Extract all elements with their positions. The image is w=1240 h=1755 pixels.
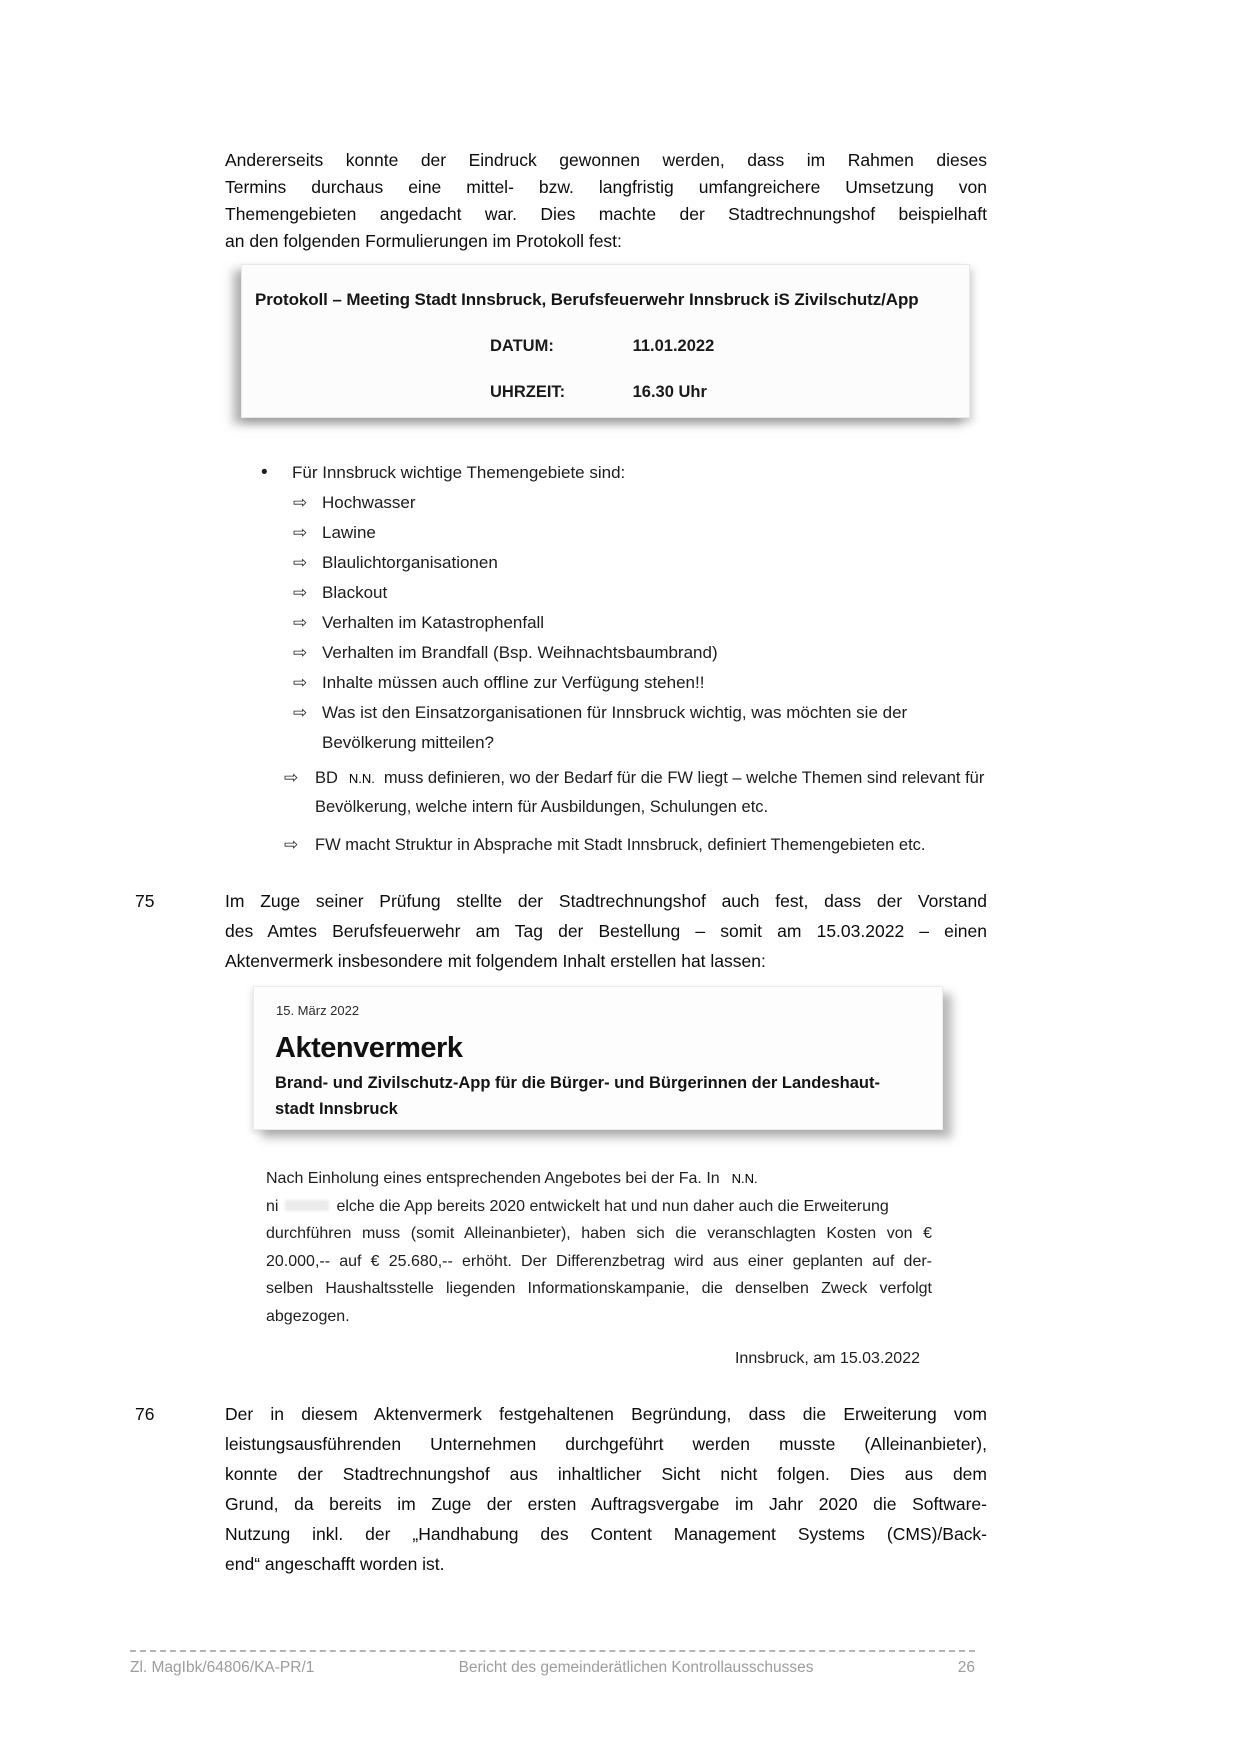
paragraph-line: Aktenvermerk insbesondere mit folgendem Inhalt erstellen hat lassen:	[225, 951, 766, 971]
paragraph-76	[225, 1399, 987, 1579]
intro-paragraph	[225, 147, 987, 255]
footer-report-title: Bericht des gemeinderätlichen Kontrollausschusses	[458, 1659, 814, 1676]
list-item	[255, 668, 995, 698]
datum-value: 11.01.2022	[632, 337, 715, 355]
body-line	[266, 1193, 932, 1221]
paragraph-75	[225, 886, 987, 976]
list-item	[255, 638, 995, 668]
list-item-label: Blackout	[322, 583, 388, 602]
body-line	[266, 1165, 932, 1193]
paragraph-number: 76	[135, 1404, 155, 1424]
arrow-right-icon: ⇨	[293, 643, 308, 662]
anonymized-name: N.N.	[348, 771, 375, 786]
list-item	[255, 488, 995, 518]
list-item-label: Inhalte müssen auch offline zur Verfügung stehen!!	[322, 673, 705, 692]
arrow-right-icon: ⇨	[284, 835, 299, 854]
arrow-right-icon: ⇨	[293, 703, 308, 722]
list-item-label: Verhalten im Brandfall (Bsp. Weihnachtsbaumbrand)	[322, 643, 718, 662]
aktenvermerk-scan	[253, 986, 943, 1130]
list-item-label: Was ist den Einsatzorganisationen für Innsbruck wichtig, was möchten sie der Bevölkerung mitteilen?	[322, 703, 908, 752]
body-text: elche die App bereits 2020 entwickelt hat und nun daher auch die Erweiterung	[336, 1197, 889, 1215]
bd-prefix: BD	[315, 769, 338, 787]
uhrzeit-value: 16.30 Uhr	[632, 383, 707, 401]
topics-heading: Für Innsbruck wichtige Themengebiete sind:	[292, 463, 626, 482]
paragraph-line: Im Zuge seiner Prüfung stellte der Stadtrechnungshof auch fest, dass der Vorstand	[225, 891, 987, 911]
aktenvermerk-subtitle-line: Brand- und Zivilschutz-App für die Bürger- und Bürgerinnen der Landeshaut-	[275, 1074, 881, 1092]
list-item	[255, 548, 995, 578]
protokoll-scan	[241, 264, 970, 418]
paragraph-line: Andererseits konnte der Eindruck gewonnen werden, dass im Rahmen dieses	[225, 150, 987, 170]
list-item-label: Verhalten im Katastrophenfall	[322, 613, 545, 632]
arrow-right-icon: ⇨	[293, 523, 308, 542]
paragraph-line: konnte der Stadtrechnungshof aus inhaltlicher Sicht nicht folgen. Dies aus dem	[225, 1464, 987, 1484]
datum-label: DATUM:	[490, 337, 554, 355]
paragraph-line: end“ angeschafft worden ist.	[225, 1554, 445, 1574]
paragraph-line: Der in diesem Aktenvermerk festgehaltenen Begründung, dass die Erweiterung vom	[225, 1404, 987, 1424]
body-line: 20.000,-- auf € 25.680,-- erhöht. Der Differenzbetrag wird aus einer geplanten auf der-	[266, 1252, 932, 1270]
paragraph-line: Nutzung inkl. der „Handhabung des Content Management Systems (CMS)/Back-	[225, 1524, 987, 1544]
body-line: durchführen muss (somit Alleinanbieter), haben sich die veranschlagten Kosten von €	[266, 1225, 932, 1242]
anonymized-name: N.N.	[731, 1171, 758, 1186]
list-item-bd	[255, 764, 995, 821]
protokoll-datum-row	[242, 336, 969, 356]
bullet-icon: •	[261, 462, 268, 483]
body-text: Nach Einholung eines entsprechenden Angebotes bei der Fa. In	[266, 1170, 720, 1187]
aktenvermerk-date: 15. März 2022	[276, 1003, 360, 1018]
arrow-right-icon: ⇨	[293, 583, 308, 602]
paragraph-line: Termins durchaus eine mittel- bzw. langfristig umfangreichere Umsetzung von	[225, 177, 987, 197]
page-footer	[130, 1650, 975, 1677]
protokoll-title: Protokoll – Meeting Stadt Innsbruck, Berufsfeuerwehr Innsbruck iS Zivilschutz/App	[255, 290, 919, 309]
footer-reference: Zl. MagIbk/64806/KA-PR/1	[130, 1659, 315, 1676]
list-item	[255, 608, 995, 638]
signoff: Innsbruck, am 15.03.2022	[734, 1350, 920, 1367]
aktenvermerk-title: Aktenvermerk	[275, 1032, 463, 1064]
paragraph-line: Themengebieten angedacht war. Dies machte der Stadtrechnungshof beispielhaft	[225, 204, 987, 224]
body-text: ni	[266, 1197, 279, 1215]
list-item	[255, 578, 995, 608]
paragraph-line: leistungsausführenden Unternehmen durchgeführt werden musste (Alleinanbieter),	[225, 1434, 987, 1454]
protokoll-uhrzeit-row	[242, 382, 969, 402]
bd-text: muss definieren, wo der Bedarf für die FW liegt – welche Themen sind relevant für Bevölkerung, welche intern für Ausbildungen, Schulungen etc.	[315, 769, 985, 816]
protokoll-topics-list	[255, 458, 995, 859]
body-line: selben Haushaltsstelle liegenden Informationskampanie, die denselben Zweck verfolgt	[266, 1280, 932, 1297]
paragraph-line: Grund, da bereits im Zuge der ersten Auftragsvergabe im Jahr 2020 die Software-	[225, 1494, 987, 1514]
arrow-right-icon: ⇨	[293, 673, 308, 692]
uhrzeit-label: UHRZEIT:	[490, 383, 566, 401]
paragraph-number: 75	[135, 891, 155, 911]
list-item-fw	[255, 831, 995, 859]
arrow-right-icon: ⇨	[293, 553, 308, 572]
list-item	[255, 698, 995, 758]
footer-page-number: 26	[957, 1659, 975, 1676]
redaction-blur	[285, 1200, 329, 1211]
list-item-label: Lawine	[322, 523, 376, 542]
aktenvermerk-subtitle-line: stadt Innsbruck	[275, 1100, 398, 1118]
fw-text: FW macht Struktur in Absprache mit Stadt Innsbruck, definiert Themengebieten etc.	[315, 836, 926, 854]
paragraph-line: an den folgenden Formulierungen im Protokoll fest:	[225, 231, 622, 251]
arrow-right-icon: ⇨	[293, 613, 308, 632]
list-item-label: Hochwasser	[322, 493, 416, 512]
arrow-right-icon: ⇨	[293, 493, 308, 512]
paragraph-line: des Amtes Berufsfeuerwehr am Tag der Bestellung – somit am 15.03.2022 – einen	[225, 921, 987, 941]
topics-heading-row	[255, 458, 995, 488]
list-item	[255, 518, 995, 548]
aktenvermerk-body	[266, 1165, 932, 1373]
arrow-right-icon: ⇨	[284, 768, 299, 787]
list-item-label: Blaulichtorganisationen	[322, 553, 498, 572]
body-line: abgezogen.	[266, 1307, 350, 1325]
